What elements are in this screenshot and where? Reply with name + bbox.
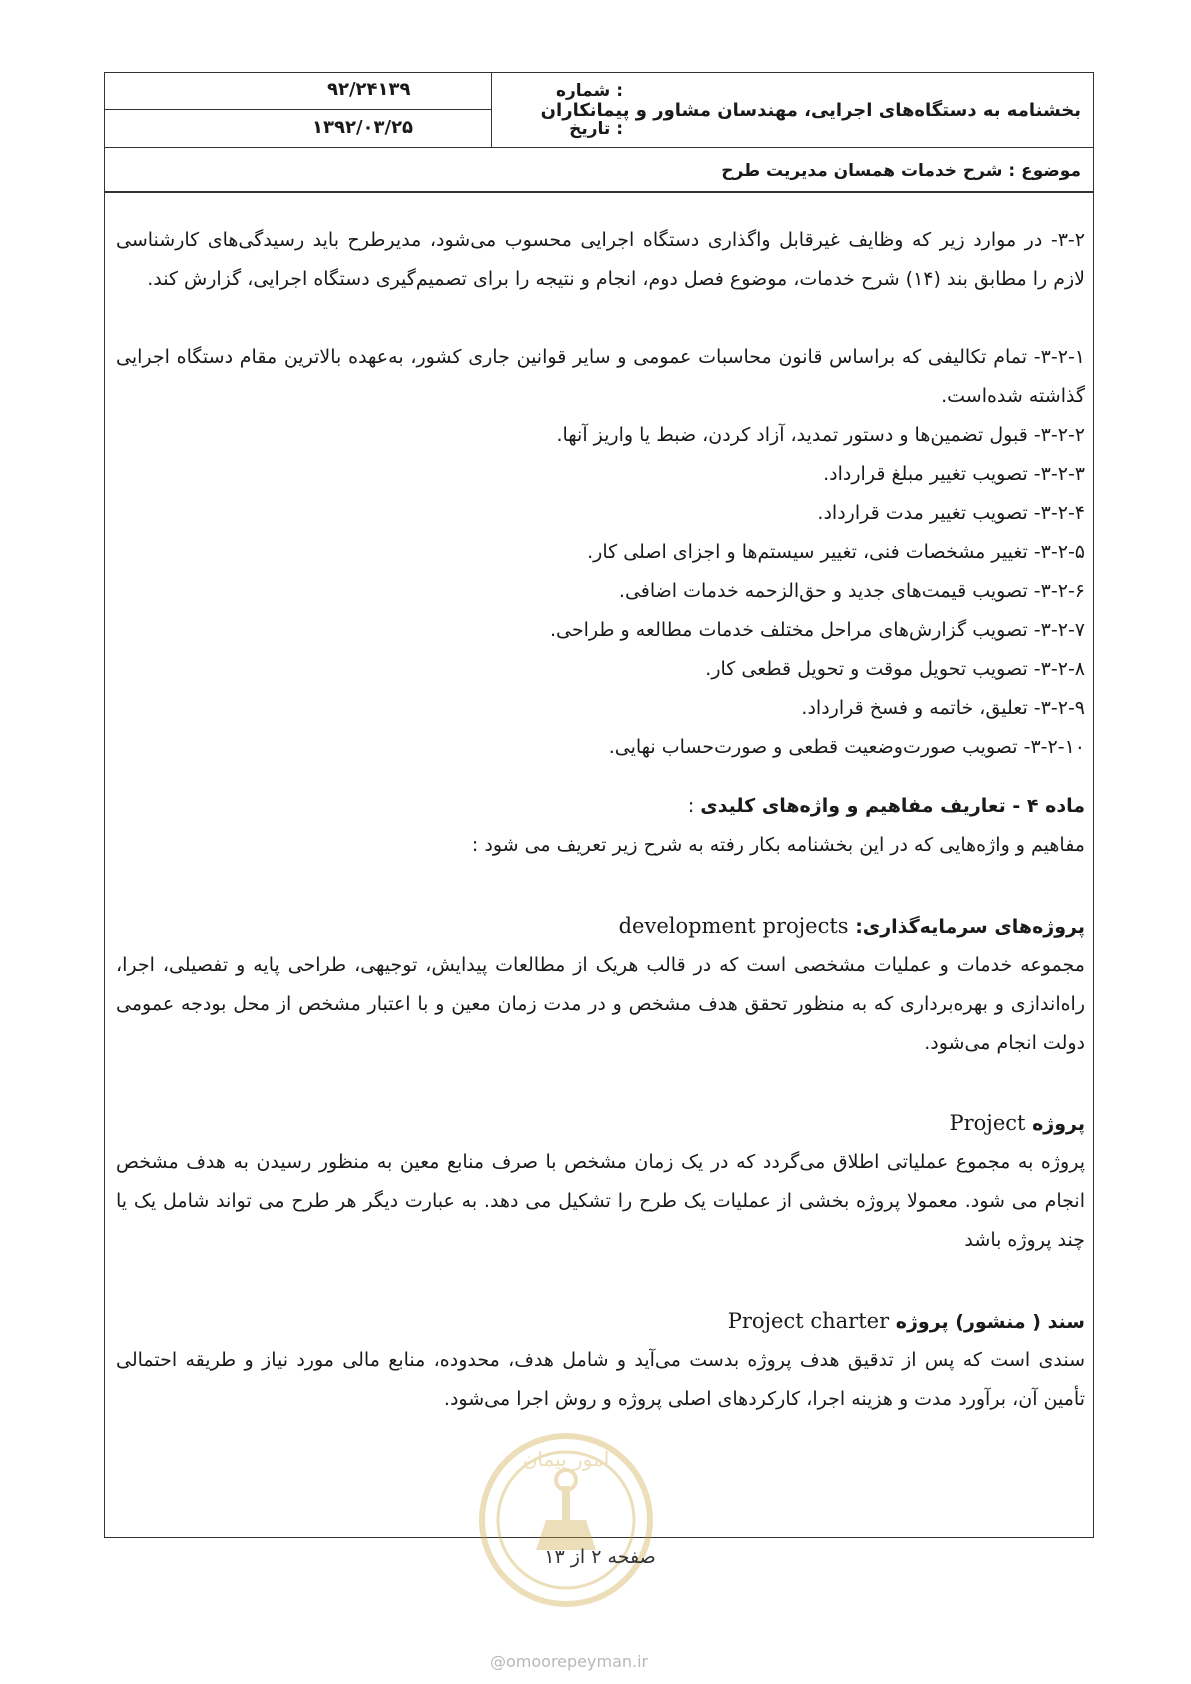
omoore-peyman-watermark-seal — [476, 1430, 656, 1610]
page-number: صفحه ۲ از ۱۳ — [544, 1546, 656, 1568]
article-4-title: ماده ۴ - تعاریف مفاهیم و واژه‌های کلیدی — [700, 795, 1085, 817]
letter-header-table — [104, 72, 1094, 192]
date-label: تاریخ : — [569, 119, 623, 139]
definition-project-charter-english: Project charter — [727, 1309, 890, 1333]
definition-project-term: پروژه — [1025, 1113, 1085, 1135]
clause-3-2: ۳-۲- در موارد زیر که وظایف غیرقابل واگذاری دستگاه اجرایی محسوب می‌شود، مدیرطرح باید رسیدگی‌های کارشناسی لازم را مطابق بند (۱۴) شرح خدمات، موضوع فصل دوم، انجام و نتیجه را برای تصمیم‌گیری دستگاه اجرایی، گزارش کند. — [116, 229, 1085, 290]
definition-project-text: پروژه به مجموع عملیاتی اطلاق می‌گردد که در یک زمان مشخص با صرف منابع معین به منظور رسیدن به هدف مشخص انجام می شود. معمولا پروژه بخشی از عملیات یک طرح را تشکیل می دهد. به عبارت دیگر هر طرح می تواند شامل یک یا چند پروژه باشد — [116, 1151, 1085, 1251]
article-4-intro: مفاهیم و واژه‌هایی که در این بخشنامه بکار رفته به شرح زیر تعریف می شود : — [471, 834, 1085, 856]
article-4-colon: : — [687, 795, 701, 817]
definition-project-charter-heading — [116, 1302, 1085, 1342]
clause-3-2-4: ۳-۲-۴- تصویب تغییر مدت قرارداد. — [817, 502, 1085, 524]
date-value: ۱۳۹۲/۰۳/۲۵ — [312, 117, 414, 138]
definition-development-projects-heading — [116, 907, 1085, 947]
clause-3-2-5: ۳-۲-۵- تغییر مشخصات فنی، تغییر سیستم‌ها و اجزای اصلی کار. — [587, 541, 1085, 563]
seal-text: امور پیمان — [522, 1447, 610, 1471]
clause-3-2-9: ۳-۲-۹- تعلیق، خاتمه و فسخ قرارداد. — [801, 697, 1085, 719]
article-4-heading — [116, 787, 1085, 826]
definition-development-projects-term: پروژه‌های سرمایه‌گذاری: — [848, 916, 1085, 938]
clause-3-2-2: ۳-۲-۲- قبول تضمین‌ها و دستور تمدید، آزاد کردن، ضبط یا واریز آنها. — [556, 424, 1085, 446]
definition-project-charter-term: سند ( منشور) پروژه — [889, 1311, 1085, 1333]
subject-line: موضوع : شرح خدمات همسان مدیریت طرح — [721, 161, 1081, 181]
definition-project-english: Project — [949, 1111, 1026, 1135]
definition-development-projects-english: development projects — [618, 914, 849, 938]
clause-3-2-10: ۳-۲-۱۰- تصویب صورت‌وضعیت قطعی و صورت‌حساب نهایی. — [608, 736, 1085, 758]
website-watermark: @omoorepeyman.ir — [490, 1652, 649, 1671]
clause-3-2-6: ۳-۲-۶- تصویب قیمت‌های جدید و حق‌الزحمه خدمات اضافی. — [618, 580, 1085, 602]
clause-3-2-8: ۳-۲-۸- تصویب تحویل موقت و تحویل قطعی کار. — [705, 658, 1085, 680]
definition-project-heading — [116, 1104, 1085, 1144]
clause-3-2-7: ۳-۲-۷- تصویب گزارش‌های مراحل مختلف خدمات مطالعه و طراحی. — [549, 619, 1085, 641]
definition-development-projects-text: مجموعه خدمات و عملیات مشخصی است که در قالب هریک از مطالعات پیدایش، توجیهی، طراحی پایه و تفصیلی، اجرا، راه‌اندازی و بهره‌برداری که به منظور تحقق هدف مشخص و در مدت زمان معین و با اعتبار مشخص از محل بودجه عمومی دولت انجام می‌شود. — [116, 954, 1085, 1054]
clause-3-2-3: ۳-۲-۳- تصویب تغییر مبلغ قرارداد. — [823, 463, 1085, 485]
definition-project-charter-text: سندی است که پس از تدقیق هدف پروژه بدست می‌آید و شامل هدف، محدوده، منابع مالی مورد نیاز و طریقه احتمالی تأمین آن، برآورد مدت و هزینه اجرا، کارکردهای اصلی پروژه و روش اجرا می‌شود. — [116, 1349, 1085, 1410]
number-label: شماره : — [555, 81, 623, 101]
clause-3-2-1: ۳-۲-۱- تمام تکالیفی که براساس قانون محاسبات عمومی و سایر قوانین جاری کشور، به‌عهده بالاترین مقام دستگاه اجرایی گذاشته شده‌است. — [116, 346, 1085, 407]
circular-title: بخشنامه به دستگاه‌های اجرایی، مهندسان مشاور و پیمانکاران — [540, 100, 1081, 121]
number-value: ۹۲/۲۴۱۳۹ — [327, 79, 411, 100]
